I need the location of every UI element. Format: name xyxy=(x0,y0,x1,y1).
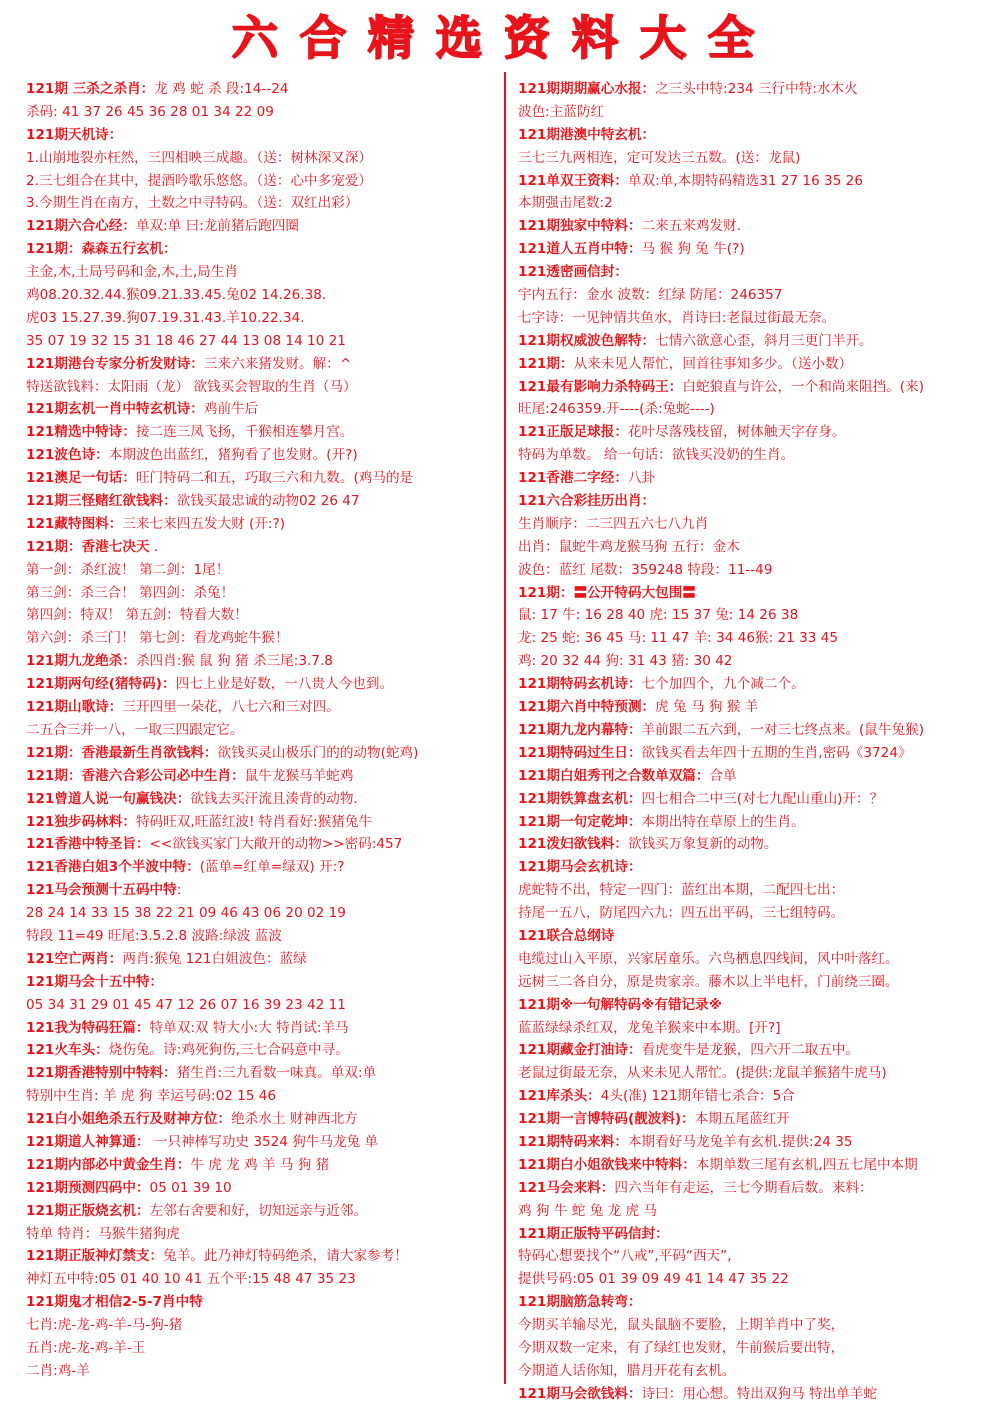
text-line xyxy=(26,1062,504,1085)
line-heading: 121期马会欲钱料： xyxy=(518,1385,642,1402)
line-heading: 121澳足一句话： xyxy=(26,470,136,487)
line-heading: 121马会预测十五码中特 xyxy=(26,882,177,899)
text-line xyxy=(26,788,504,811)
line-content: 四七上业是好数，一八贵人今也到。 xyxy=(175,676,394,693)
text-line xyxy=(518,1268,996,1291)
text-line xyxy=(518,513,996,536)
line-heading: 121期马会玄机诗： xyxy=(518,859,642,876)
text-line xyxy=(518,902,996,925)
text-line xyxy=(518,1200,996,1223)
line-heading: 121藏特图料： xyxy=(26,515,123,532)
line-content: 羊前跟二五六到，一对三七终点来。(鼠牛兔猴) xyxy=(641,721,925,738)
text-line xyxy=(518,398,996,421)
line-content: 2.三七组合在其中，提酒吟歌乐悠悠。（送：心中多宠爱） xyxy=(26,172,373,189)
line-content: 今期双数一定来，有了绿红也发财，牛前猴后要出特， xyxy=(518,1339,845,1356)
text-line xyxy=(26,238,504,261)
text-line xyxy=(518,788,996,811)
line-content: 1.山崩地裂亦枉然，三四相映三成趣。（送：树林深又深） xyxy=(26,149,373,166)
line-content: 28 24 14 33 15 38 22 21 09 46 43 06 20 02 19 xyxy=(26,905,346,922)
text-line xyxy=(518,1177,996,1200)
text-line xyxy=(26,215,504,238)
text-line xyxy=(518,1017,996,1040)
text-line xyxy=(518,765,996,788)
line-content: 35 07 19 32 15 31 18 46 27 44 13 08 14 10 21 xyxy=(26,332,346,349)
text-line xyxy=(518,1291,996,1314)
line-content: 本期波色出蓝红，猪狗看了也发财。(开?) xyxy=(108,447,358,464)
text-line xyxy=(26,604,504,627)
line-content: 05 34 31 29 01 45 47 12 26 07 16 39 23 42 11 xyxy=(26,996,346,1013)
line-content: 特别中生肖: 羊 虎 狗 幸运号码:02 15 46 xyxy=(26,1088,277,1105)
line-content: 欲钱买灵山极乐门的的动物(蛇鸡) xyxy=(217,744,419,761)
text-line xyxy=(26,994,504,1017)
line-heading: 121期内部必中黄金生肖： xyxy=(26,1156,191,1173)
text-line xyxy=(26,1314,504,1337)
text-line xyxy=(26,261,504,284)
text-line xyxy=(518,604,996,627)
text-line xyxy=(26,811,504,834)
line-content: 老鼠过街最无奈，从来未见人帮忙。(提供:龙鼠羊猴猪牛虎马) xyxy=(518,1065,887,1082)
line-content: 本期出特在草原上的生肖。 xyxy=(641,813,805,830)
text-line xyxy=(26,398,504,421)
line-content: 杀码: 41 37 26 45 36 28 01 34 22 09 xyxy=(26,103,274,120)
line-content: 3.今期生肖在南方，土数之中寻特码。（送：双红出彩） xyxy=(26,195,359,212)
line-content: 旺尾:246359.开----(杀:兔蛇----) xyxy=(518,401,715,418)
line-content: (蓝单=红单=绿双) 开:? xyxy=(199,859,345,876)
line-content: 鼠: 17 牛: 16 28 40 虎: 15 37 兔: 14 26 38 xyxy=(518,607,799,624)
text-line xyxy=(26,948,504,971)
line-heading: 121期港澳中特玄机： xyxy=(518,126,656,143)
line-content: 烧伤兔。诗:鸡死狗伤,三七合码意中寻。 xyxy=(108,1042,349,1059)
line-content: 本期单数三尾有玄机,四五七尾中本期 xyxy=(695,1156,918,1173)
text-line xyxy=(26,307,504,330)
text-line xyxy=(518,261,996,284)
line-heading: 121香港二字经： xyxy=(518,470,628,487)
line-heading: 121期道人神算通： xyxy=(26,1133,150,1150)
line-heading: 121期三怪赌红欲钱料： xyxy=(26,493,177,510)
text-line xyxy=(26,1291,504,1314)
text-line xyxy=(518,925,996,948)
page-title: 六合精选资料大全 xyxy=(232,11,776,65)
line-content: 绝杀水土 财神西北方 xyxy=(231,1111,358,1128)
line-content: 左邻右舍要和好，切知远亲与近邻。 xyxy=(149,1202,368,1219)
text-line xyxy=(518,1383,996,1406)
line-heading: 121期白姐秀刊之合数单双篇： xyxy=(518,767,710,784)
text-line xyxy=(518,444,996,467)
line-heading: 121期山歌诗： xyxy=(26,699,123,716)
text-line xyxy=(518,1039,996,1062)
text-line xyxy=(26,376,504,399)
text-line xyxy=(26,1245,504,1268)
line-heading: 121期特码来料： xyxy=(518,1133,628,1150)
line-heading: 121期： xyxy=(518,355,574,372)
text-line xyxy=(518,330,996,353)
text-line xyxy=(518,673,996,696)
line-heading: 121期：香港最新生肖欲钱料： xyxy=(26,744,218,761)
line-heading: 121透密画信封： xyxy=(518,264,628,281)
line-heading: 121期九龙绝杀： xyxy=(26,653,136,670)
line-content: 主金,木,土局号码和金,木,土,局生肖 xyxy=(26,264,238,281)
text-line xyxy=(518,1062,996,1085)
line-content: 4头(准) 121期年错七杀合：5合 xyxy=(600,1088,795,1105)
line-content: 鸡08.20.32.44.猴09.21.33.45.兔02 14.26.38. xyxy=(26,287,327,304)
text-line xyxy=(518,582,996,605)
text-line xyxy=(26,284,504,307)
text-line xyxy=(26,421,504,444)
text-line xyxy=(26,101,504,124)
line-content: 第三剑：杀三合！ 第四剑：杀兔！ xyxy=(26,584,235,601)
line-content: 七字诗：一见钟情共鱼水，肖诗曰:老鼠过街最无奈。 xyxy=(518,309,836,326)
line-heading: 121期正版特平码信封： xyxy=(518,1225,669,1242)
line-heading: 121期鬼才相信2-5-7肖中特 xyxy=(26,1294,203,1311)
text-line xyxy=(518,467,996,490)
line-content: 二五合三并一八，一取三四跟定它。 xyxy=(26,721,244,738)
text-line xyxy=(26,1360,504,1383)
line-heading: 121期白小姐欲钱来中特料： xyxy=(518,1156,696,1173)
line-content: 合单 xyxy=(709,767,737,784)
line-content: 特单 特肖：马猴牛猪狗虎 xyxy=(26,1225,180,1242)
text-line xyxy=(518,1360,996,1383)
line-heading: 121期港台专家分析发财诗： xyxy=(26,355,204,372)
line-heading: 121期正版烧玄机： xyxy=(26,1202,150,1219)
line-content: 马 猴 狗 兔 牛(?) xyxy=(641,241,745,258)
line-heading: 121期玄机一肖中特玄机诗： xyxy=(26,401,204,418)
text-line xyxy=(26,1131,504,1154)
line-heading: 121期藏金打油诗： xyxy=(518,1042,642,1059)
line-content: 七情六欲意心歪，斜月三更门半开。 xyxy=(655,332,873,349)
line-content: 之三头中特:234 三行中特:水木火 xyxy=(655,81,858,97)
line-heading: 121空亡两肖： xyxy=(26,950,123,967)
line-heading: 121精选中特诗： xyxy=(26,424,136,441)
text-line xyxy=(518,536,996,559)
text-line xyxy=(26,330,504,353)
text-line xyxy=(26,719,504,742)
text-line xyxy=(26,833,504,856)
text-line xyxy=(26,1177,504,1200)
line-content: 四六当年有走运，三七今期看后数。来料： xyxy=(614,1179,873,1196)
line-heading: 121期预测四码中： xyxy=(26,1179,150,1196)
line-content: 三开四里一朵花，八七六和三对四。 xyxy=(122,699,340,716)
text-line xyxy=(26,1085,504,1108)
line-heading: 121期六合心经： xyxy=(26,218,136,235)
text-line xyxy=(518,696,996,719)
line-heading: 121独步码林料： xyxy=(26,813,136,830)
line-content: 欲钱去买汗流且湊背的动物. xyxy=(190,790,358,807)
line-content: 欲钱买万象复新的动物。 xyxy=(627,836,778,853)
line-content: 出肖：鼠蛇牛鸡龙猴马狗 五行：金木 xyxy=(518,538,740,555)
line-content: 两肖:猴兔 121白姐波色：蓝绿 xyxy=(122,950,307,967)
text-line xyxy=(518,170,996,193)
line-heading: 121期马会十五中特： xyxy=(26,973,164,990)
text-line xyxy=(26,582,504,605)
text-line xyxy=(26,536,504,559)
line-content: 特单双:双 特大小:大 特肖试:羊马 xyxy=(149,1019,349,1036)
line-heading: 121波色诗： xyxy=(26,447,109,464)
line-heading: 121期：〓公开特码大包围〓 xyxy=(518,584,696,601)
text-line xyxy=(26,78,504,101)
line-content: 白蛇狼直与许公，一个和尚来阻挡。(来) xyxy=(682,378,925,395)
line-heading: 121期一句定乾坤： xyxy=(518,813,642,830)
line-heading: 121期：香港六合彩公司必中生肖： xyxy=(26,767,245,784)
text-line xyxy=(26,1337,504,1360)
line-content: 鸡 狗 牛 蛇 兔 龙 虎 马 xyxy=(518,1202,657,1219)
text-line xyxy=(518,215,996,238)
text-line xyxy=(26,765,504,788)
line-content: 一只神棒写功史 3524 狗牛马龙兔 单 xyxy=(149,1133,379,1150)
column-divider xyxy=(504,72,506,1384)
text-line xyxy=(518,1154,996,1177)
line-content: 看虎变牛是龙猴，四六开二取五中。 xyxy=(641,1042,860,1059)
line-content: 虎 兔 马 狗 猴 羊 xyxy=(655,699,759,716)
text-line xyxy=(26,1039,504,1062)
text-line xyxy=(518,307,996,330)
line-content: 本期看好马龙兔羊有玄机.提供:24 35 xyxy=(627,1133,853,1150)
line-content: : xyxy=(176,882,182,899)
line-content: 持尾一五八，防尾四六九：四五出平码，三七组特码。 xyxy=(518,905,845,922)
text-line xyxy=(26,353,504,376)
line-content: 虎03 15.27.39.狗07.19.31.43.羊10.22.34. xyxy=(26,309,305,326)
line-content: 二肖:鸡-羊 xyxy=(26,1362,90,1379)
text-line xyxy=(26,513,504,536)
line-content: 七个加四个，九个减二个。 xyxy=(641,676,805,693)
line-content: 本期强击尾数:2 xyxy=(518,195,613,212)
line-content: 欲钱买最忠诚的动物02 26 47 xyxy=(176,493,360,510)
text-line xyxy=(26,490,504,513)
line-content: 特段 11=49 旺尾:3.5.2.8 波路:绿波 蓝波 xyxy=(26,927,282,944)
line-heading: 121六合彩挂历出肖： xyxy=(518,493,656,510)
text-line xyxy=(518,238,996,261)
line-heading: 121单双王资料： xyxy=(518,172,628,189)
line-heading: 121期九龙内幕特： xyxy=(518,721,642,738)
text-line xyxy=(518,1085,996,1108)
text-line xyxy=(26,925,504,948)
line-content: 虎蛇特不出，特定一四门：蓝红出本期，二配四七出： xyxy=(518,882,845,899)
line-content: <<欲钱买家门大敞开的动物>>密码:457 xyxy=(149,836,403,853)
line-content: 牛 虎 龙 鸡 羊 马 狗 猪 xyxy=(190,1156,330,1173)
text-line xyxy=(26,1223,504,1246)
line-content: 二来五来鸡发财. xyxy=(641,218,742,235)
text-line xyxy=(518,833,996,856)
line-content: 旺门特码二和五，巧取三六和九数。(鸡马的是 xyxy=(135,470,414,487)
right-column xyxy=(518,78,996,1406)
text-line xyxy=(26,902,504,925)
line-content: 宇内五行：金水 波数：红绿 防尾：246357 xyxy=(518,287,783,304)
line-heading: 121期脑筋急转弯： xyxy=(518,1294,642,1311)
text-line xyxy=(26,1154,504,1177)
text-line xyxy=(518,421,996,444)
line-heading: 121正版足球报： xyxy=(518,424,628,441)
text-line xyxy=(518,948,996,971)
line-content: 龙 鸡 蛇 杀 段:14--24 xyxy=(154,81,289,97)
text-line xyxy=(518,147,996,170)
line-heading: 121曾道人说一句赢钱决： xyxy=(26,790,191,807)
text-line xyxy=(518,78,996,101)
text-line xyxy=(26,1108,504,1131)
text-line xyxy=(26,1200,504,1223)
line-heading: 121期一言博特码(靓波料)： xyxy=(518,1111,695,1128)
text-line xyxy=(26,1268,504,1291)
text-line xyxy=(26,124,504,147)
text-line xyxy=(518,650,996,673)
line-content: 第六剑：杀三门！ 第七剑：看龙鸡蛇牛猴！ xyxy=(26,630,289,647)
line-heading: 121期独家中特料： xyxy=(518,218,642,235)
text-line xyxy=(518,994,996,1017)
line-heading: 121期正版神灯禁支： xyxy=(26,1248,164,1265)
line-content: 欲钱买看去年四十五期的生肖,密码《3724》 xyxy=(641,744,912,761)
text-line xyxy=(26,650,504,673)
text-line xyxy=(518,719,996,742)
line-content: 兔羊。此乃神灯特码绝杀，请大家参考！ xyxy=(163,1248,408,1265)
text-line xyxy=(518,811,996,834)
text-line xyxy=(518,879,996,902)
text-line xyxy=(26,742,504,765)
line-content: 三来七来四五发大财 (开:?) xyxy=(122,515,286,532)
text-line xyxy=(518,353,996,376)
line-content: 七肖:虎-龙-鸡-羊-马-狗-猪 xyxy=(26,1317,183,1334)
line-content: 神灯五中特:05 01 40 10 41 五个平:15 48 47 35 23 xyxy=(26,1271,356,1288)
text-line xyxy=(26,559,504,582)
text-line xyxy=(518,1245,996,1268)
line-content: 第一剑：杀红波！ 第二剑：1尾！ xyxy=(26,561,230,578)
text-line xyxy=(26,971,504,994)
line-content: 猪生肖:三九看数一味真。单双:单 xyxy=(176,1065,377,1082)
text-line xyxy=(518,376,996,399)
text-line xyxy=(518,1314,996,1337)
line-heading: 121我为特码狂篇： xyxy=(26,1019,150,1036)
line-content: 接二连三凤飞扬，千猴相连攀月宫。 xyxy=(135,424,354,441)
line-content: 今期买羊输尽光，鼠头鼠脑不要脸，上期羊肖中了奖， xyxy=(518,1317,845,1334)
line-content: 五肖:虎-龙-鸡-羊-王 xyxy=(26,1339,146,1356)
line-content: . xyxy=(149,538,159,555)
text-line xyxy=(518,1223,996,1246)
line-heading: 121期 三杀之杀肖： xyxy=(26,81,155,97)
line-heading: 121期：香港七决天 xyxy=(26,538,150,555)
left-column xyxy=(26,78,504,1383)
line-heading: 121期特码玄机诗： xyxy=(518,676,642,693)
text-line xyxy=(26,673,504,696)
text-line xyxy=(518,1108,996,1131)
line-heading: 121期六肖中特预测： xyxy=(518,699,656,716)
line-content: 诗曰：用心想。特出双狗马 特出单羊蛇 xyxy=(641,1385,877,1402)
line-heading: 121期香港特别中特料： xyxy=(26,1065,177,1082)
line-content: 特码旺双,旺蓝红波! 特肖看好:猴猪兔牛 xyxy=(135,813,373,830)
line-content: 八卦 xyxy=(627,470,656,487)
text-line xyxy=(26,444,504,467)
line-content: 05 01 39 10 xyxy=(149,1179,232,1196)
line-content: 远树三二各自分，原是贵家亲。藤木以上半电杆，门前绕三圈。 xyxy=(518,973,899,990)
line-heading: 121期权威波色解特： xyxy=(518,332,656,349)
line-content: 三七三九两相连，定可发达三五数。(送：龙鼠) xyxy=(518,149,801,166)
line-heading: 121香港中特圣旨： xyxy=(26,836,150,853)
text-line xyxy=(518,124,996,147)
text-line xyxy=(518,192,996,215)
text-line xyxy=(26,627,504,650)
line-heading: 121期：森森五行玄机： xyxy=(26,241,177,258)
line-heading: 121库杀头： xyxy=(518,1088,601,1105)
line-content: 波色:主蓝防红 xyxy=(518,103,605,120)
line-content: 鸡前牛后 xyxy=(203,401,259,418)
line-content: 鼠牛龙猴马羊蛇鸡 xyxy=(244,767,354,784)
line-content: 提供号码:05 01 39 09 49 41 14 47 35 22 xyxy=(518,1271,789,1288)
text-line xyxy=(518,971,996,994)
line-content: 龙: 25 蛇: 36 45 马: 11 47 羊: 34 46猴: 21 33 45 xyxy=(518,630,839,647)
line-content: 四七相合二中三(对七九配山重山)开：？ xyxy=(641,790,884,807)
text-line xyxy=(26,467,504,490)
line-content: 波色：蓝红 尾数：359248 特段：11--49 xyxy=(518,561,773,578)
line-heading: 121火车头： xyxy=(26,1042,109,1059)
text-line xyxy=(518,1337,996,1360)
line-content: 生肖顺序：二三四五六七八九肖 xyxy=(518,515,709,532)
line-heading: 121期期期赢心水报： xyxy=(518,81,656,97)
text-line xyxy=(26,856,504,879)
line-content: 本期五尾蓝红开 xyxy=(694,1111,790,1128)
line-heading: 121道人五肖中特： xyxy=(518,241,642,258)
text-line xyxy=(518,856,996,879)
line-content: 第四剑：特双！ 第五剑：特看大数！ xyxy=(26,607,248,624)
text-line xyxy=(518,559,996,582)
line-heading: 121期铁算盘玄机： xyxy=(518,790,642,807)
text-line xyxy=(26,147,504,170)
line-heading: 121白小姐绝杀五行及财神方位： xyxy=(26,1111,232,1128)
line-content: 杀四肖:猴 鼠 狗 猪 杀三尾:3.7.8 xyxy=(135,653,333,670)
line-content: 单双:单 曰:龙前猪后跑四圈 xyxy=(135,218,299,235)
text-line xyxy=(26,879,504,902)
line-heading: 121期天机诗： xyxy=(26,126,123,143)
line-content: 三来六来猪发财。解：^ xyxy=(203,355,352,372)
line-heading: 121期特码过生日： xyxy=(518,744,642,761)
line-heading: 121最有影响力杀特码王： xyxy=(518,378,683,395)
line-heading: 121泼妇欲钱料： xyxy=(518,836,628,853)
line-content: 花叶尽落残枝留，树体触天字存身。 xyxy=(627,424,846,441)
line-content: 今期道人话你知，腊月开花有玄机。 xyxy=(518,1362,736,1379)
line-content: 从来未见人帮忙，回首往事知多少。（送小数） xyxy=(573,355,853,372)
text-line xyxy=(518,490,996,513)
line-heading: 121马会来料： xyxy=(518,1179,615,1196)
line-content: 特码心想要找个“八戒”,平码“西天”, xyxy=(518,1248,732,1265)
text-line xyxy=(26,170,504,193)
line-content: 特码为单数。 给一句话：欲钱买没奶的生肖。 xyxy=(518,447,795,464)
text-line xyxy=(26,192,504,215)
line-content: 蓝蓝绿绿杀红双，龙兔羊猴来中本期。[开?] xyxy=(518,1019,781,1036)
line-content: 鸡: 20 32 44 狗: 31 43 猪: 30 42 xyxy=(518,653,733,670)
line-content: 特送欲钱料：太阳雨（龙） 欲钱买会智取的生肖（马） xyxy=(26,378,357,395)
line-heading: 121期※一句解特码※有错记录※ xyxy=(518,996,722,1013)
text-line xyxy=(518,627,996,650)
text-line xyxy=(26,696,504,719)
line-content: 电缆过山入平原，兴家居童乐。六鸟栖息四线间，风中叶落红。 xyxy=(518,950,899,967)
line-heading: 121联合总纲诗 xyxy=(518,927,615,944)
line-heading: 121香港白姐3个半波中特： xyxy=(26,859,200,876)
text-line xyxy=(518,742,996,765)
text-line xyxy=(518,101,996,124)
text-line xyxy=(518,284,996,307)
text-line xyxy=(518,1131,996,1154)
line-heading: 121期两句经(猪特码)： xyxy=(26,676,176,693)
text-line xyxy=(26,1017,504,1040)
line-content: 单双:单,本期特码精选31 27 16 35 26 xyxy=(627,172,863,189)
